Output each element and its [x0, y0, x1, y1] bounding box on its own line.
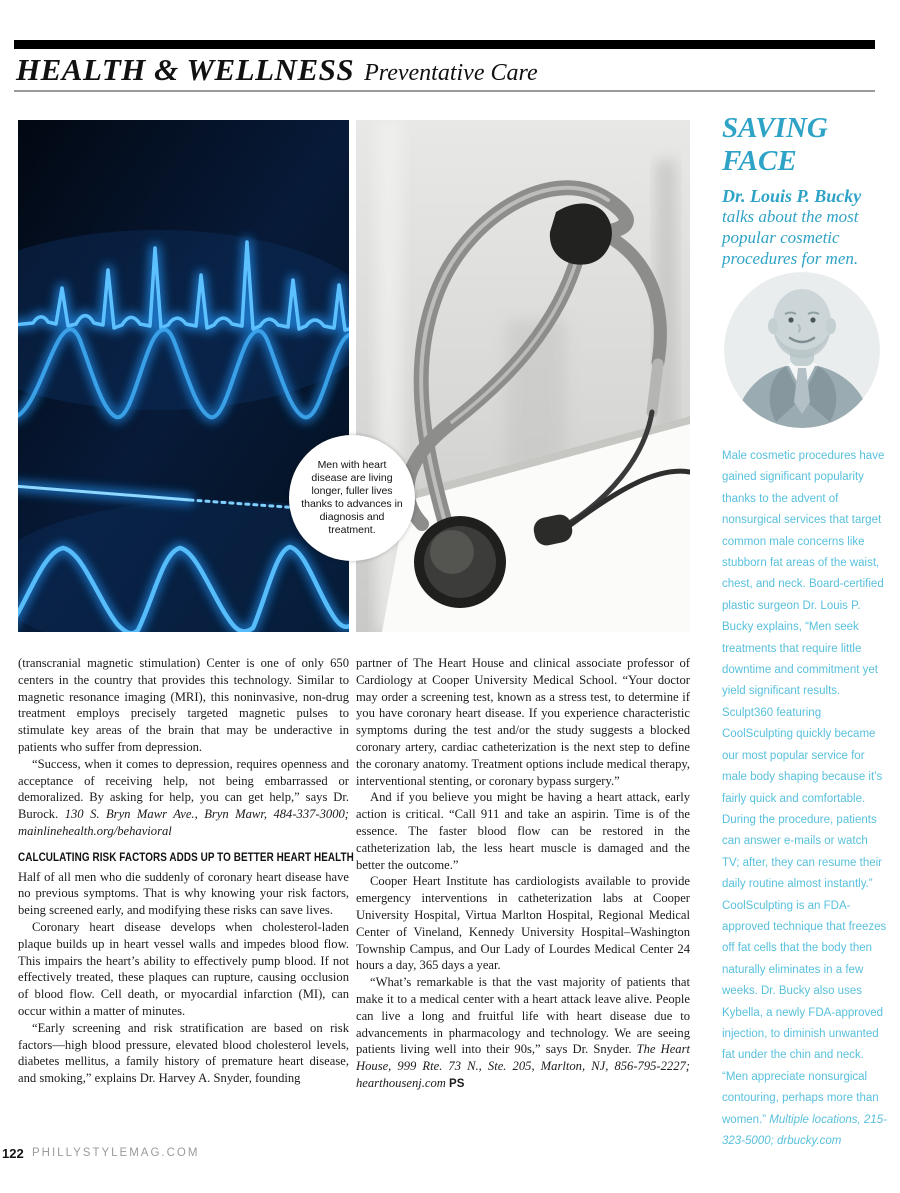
paragraph-text: “Success, when it comes to depression, requires openness and acceptance of receiving help, not being embarrassed or demoralized. By asking for help, you can get help,” says Dr. Burock.: [18, 756, 349, 822]
paragraph: And if you believe you might be having a heart attack, early action is critical. “Call 911 and take an aspirin. Time is of the essence. The faster blood flow can be restored in the catheterization lab, the less heart muscle is damaged and the better the outcome.”: [356, 790, 690, 872]
address-citation: The Heart House, 999 Rte. 73 N., Ste. 205, Marlton, NJ, 856-795-2227; hearthousenj.com: [356, 1042, 690, 1090]
doctor-portrait-photo: [724, 272, 880, 428]
sidebar-byline: Dr. Louis P. Bucky: [722, 186, 862, 206]
paragraph: Coronary heart disease develops when cholesterol-laden plaque builds up in heart vessel walls and impedes blood flow. This impairs the heart’s ability to effectively pump blood. If not effectively treated, these plaques can rupture, causing occlusion of blood flow. Cell death, or myocardial infarction (MI), can occur within a matter of minutes.: [18, 919, 349, 1018]
paragraph: Half of all men who die suddenly of coronary heart disease have no previous symptoms. That is why knowing your risk factors, being screened early, and modifying these risks can save lives.: [18, 869, 349, 918]
section-tagline: Preventative Care: [364, 60, 538, 86]
paragraph: [18, 756, 349, 840]
article-end-mark: PS: [449, 1077, 465, 1090]
ekg-monitor-photo: [18, 120, 349, 632]
header-rule: [14, 90, 875, 92]
header-bar: [14, 40, 875, 49]
section-subhead: CALCULATING RISK FACTORS ADDS UP TO BETTER HEART HEALTH: [18, 851, 354, 864]
page-number: 122: [2, 1146, 24, 1161]
sidebar-body-text: Male cosmetic procedures have gained significant popularity thanks to the advent of nonsurgical services that target common male concerns like stubborn fat areas of the waist, chest, and neck. Board-certified plastic surgeon Dr. Louis P. Bucky explains, “Men seek treatments that require little downtime and commitment yet yield significant results. Sculpt360 featuring CoolSculpting quickly became our most popular service for male body shaping because it’s fairly quick and comfortable. During the procedure, patients can answer e-mails or watch TV; after, they can resume their daily routine almost instantly.” CoolSculpting is an FDA-approved technique that freezes off fat cells that the body then naturally eliminates in a few weeks. Dr. Bucky also uses Kybella, a newly FDA-approved injection, to diminish unwanted fat under the chin and neck. “Men appreciate nonsurgical contouring, perhaps more than women.”: [722, 450, 887, 1126]
photo-callout-circle: [289, 435, 415, 561]
stethoscope-photo: [356, 120, 690, 632]
photo-callout-text: Men with heart disease are living longer, fuller lives thanks to advances in diagnosis and treatment.: [301, 459, 403, 536]
magazine-website: PHILLYSTYLEMAG.COM: [32, 1147, 200, 1159]
section-masthead: [16, 52, 876, 88]
section-title: HEALTH & WELLNESS: [16, 52, 355, 87]
paragraph: [356, 974, 690, 1093]
article-column-middle: [356, 655, 690, 1093]
sidebar-deck: talks about the most popular cosmetic procedures for men.: [722, 207, 859, 268]
sidebar-contact: Multiple locations, 215-323-5000; drbucky.com: [722, 1113, 887, 1147]
article-column-left: [18, 655, 354, 1087]
sidebar-body: [722, 446, 888, 1152]
paragraph: Cooper Heart Institute has cardiologists available to provide emergency interventions in catheterization labs at Cooper University Hospital, Virtua Marlton Hospital, Regional Medical Center of Vineland, Kennedy University Hospital–Washington Township Campus, and Our Lady of Lourdes Medical Center 24 hours a day, 365 days a year.: [356, 874, 690, 973]
sidebar-title: SAVING FACE: [722, 112, 828, 177]
paragraph: “Early screening and risk stratification are based on risk factors—high blood pressure, elevated blood cholesterol levels, diabetes mellitus, a family history of premature heart disease, and smoking,” explains Dr. Harvey A. Snyder, founding: [18, 1020, 349, 1086]
paragraph-text: “What’s remarkable is that the vast majority of patients that make it to a medical center with a heart attack leave alive. People can live a long and fruitful life with heart disease due to advancements in pharmacology and technology. We are seeing patients living well into their 90s,” says Dr. Snyder.: [356, 975, 690, 1057]
paragraph: partner of The Heart House and clinical associate professor of Cardiology at Cooper University Medical School. “Your doctor may order a screening test, known as a stress test, to determine if you have coronary heart disease. If you experience characteristic symptoms during the test and/or the study suggests a blocked coronary artery, cardiac catheterization is the next step to define the coronary anatomy. Treatment options include medical therapy, interventional stenting, or coronary bypass surgery.”: [356, 656, 690, 788]
paragraph: (transcranial magnetic stimulation) Center is one of only 650 centers in the country that provides this technology. Similar to magnetic resonance imaging (MRI), this noninvasive, non-drug treatment employs precisely targeted magnetic pulses to stimulate key areas of the brain that may be underactive in patients who suffer from depression.: [18, 656, 349, 754]
address-citation: 130 S. Bryn Mawr Ave., Bryn Mawr, 484-337-3000; mainlinehealth.org/behavioral: [18, 807, 350, 838]
